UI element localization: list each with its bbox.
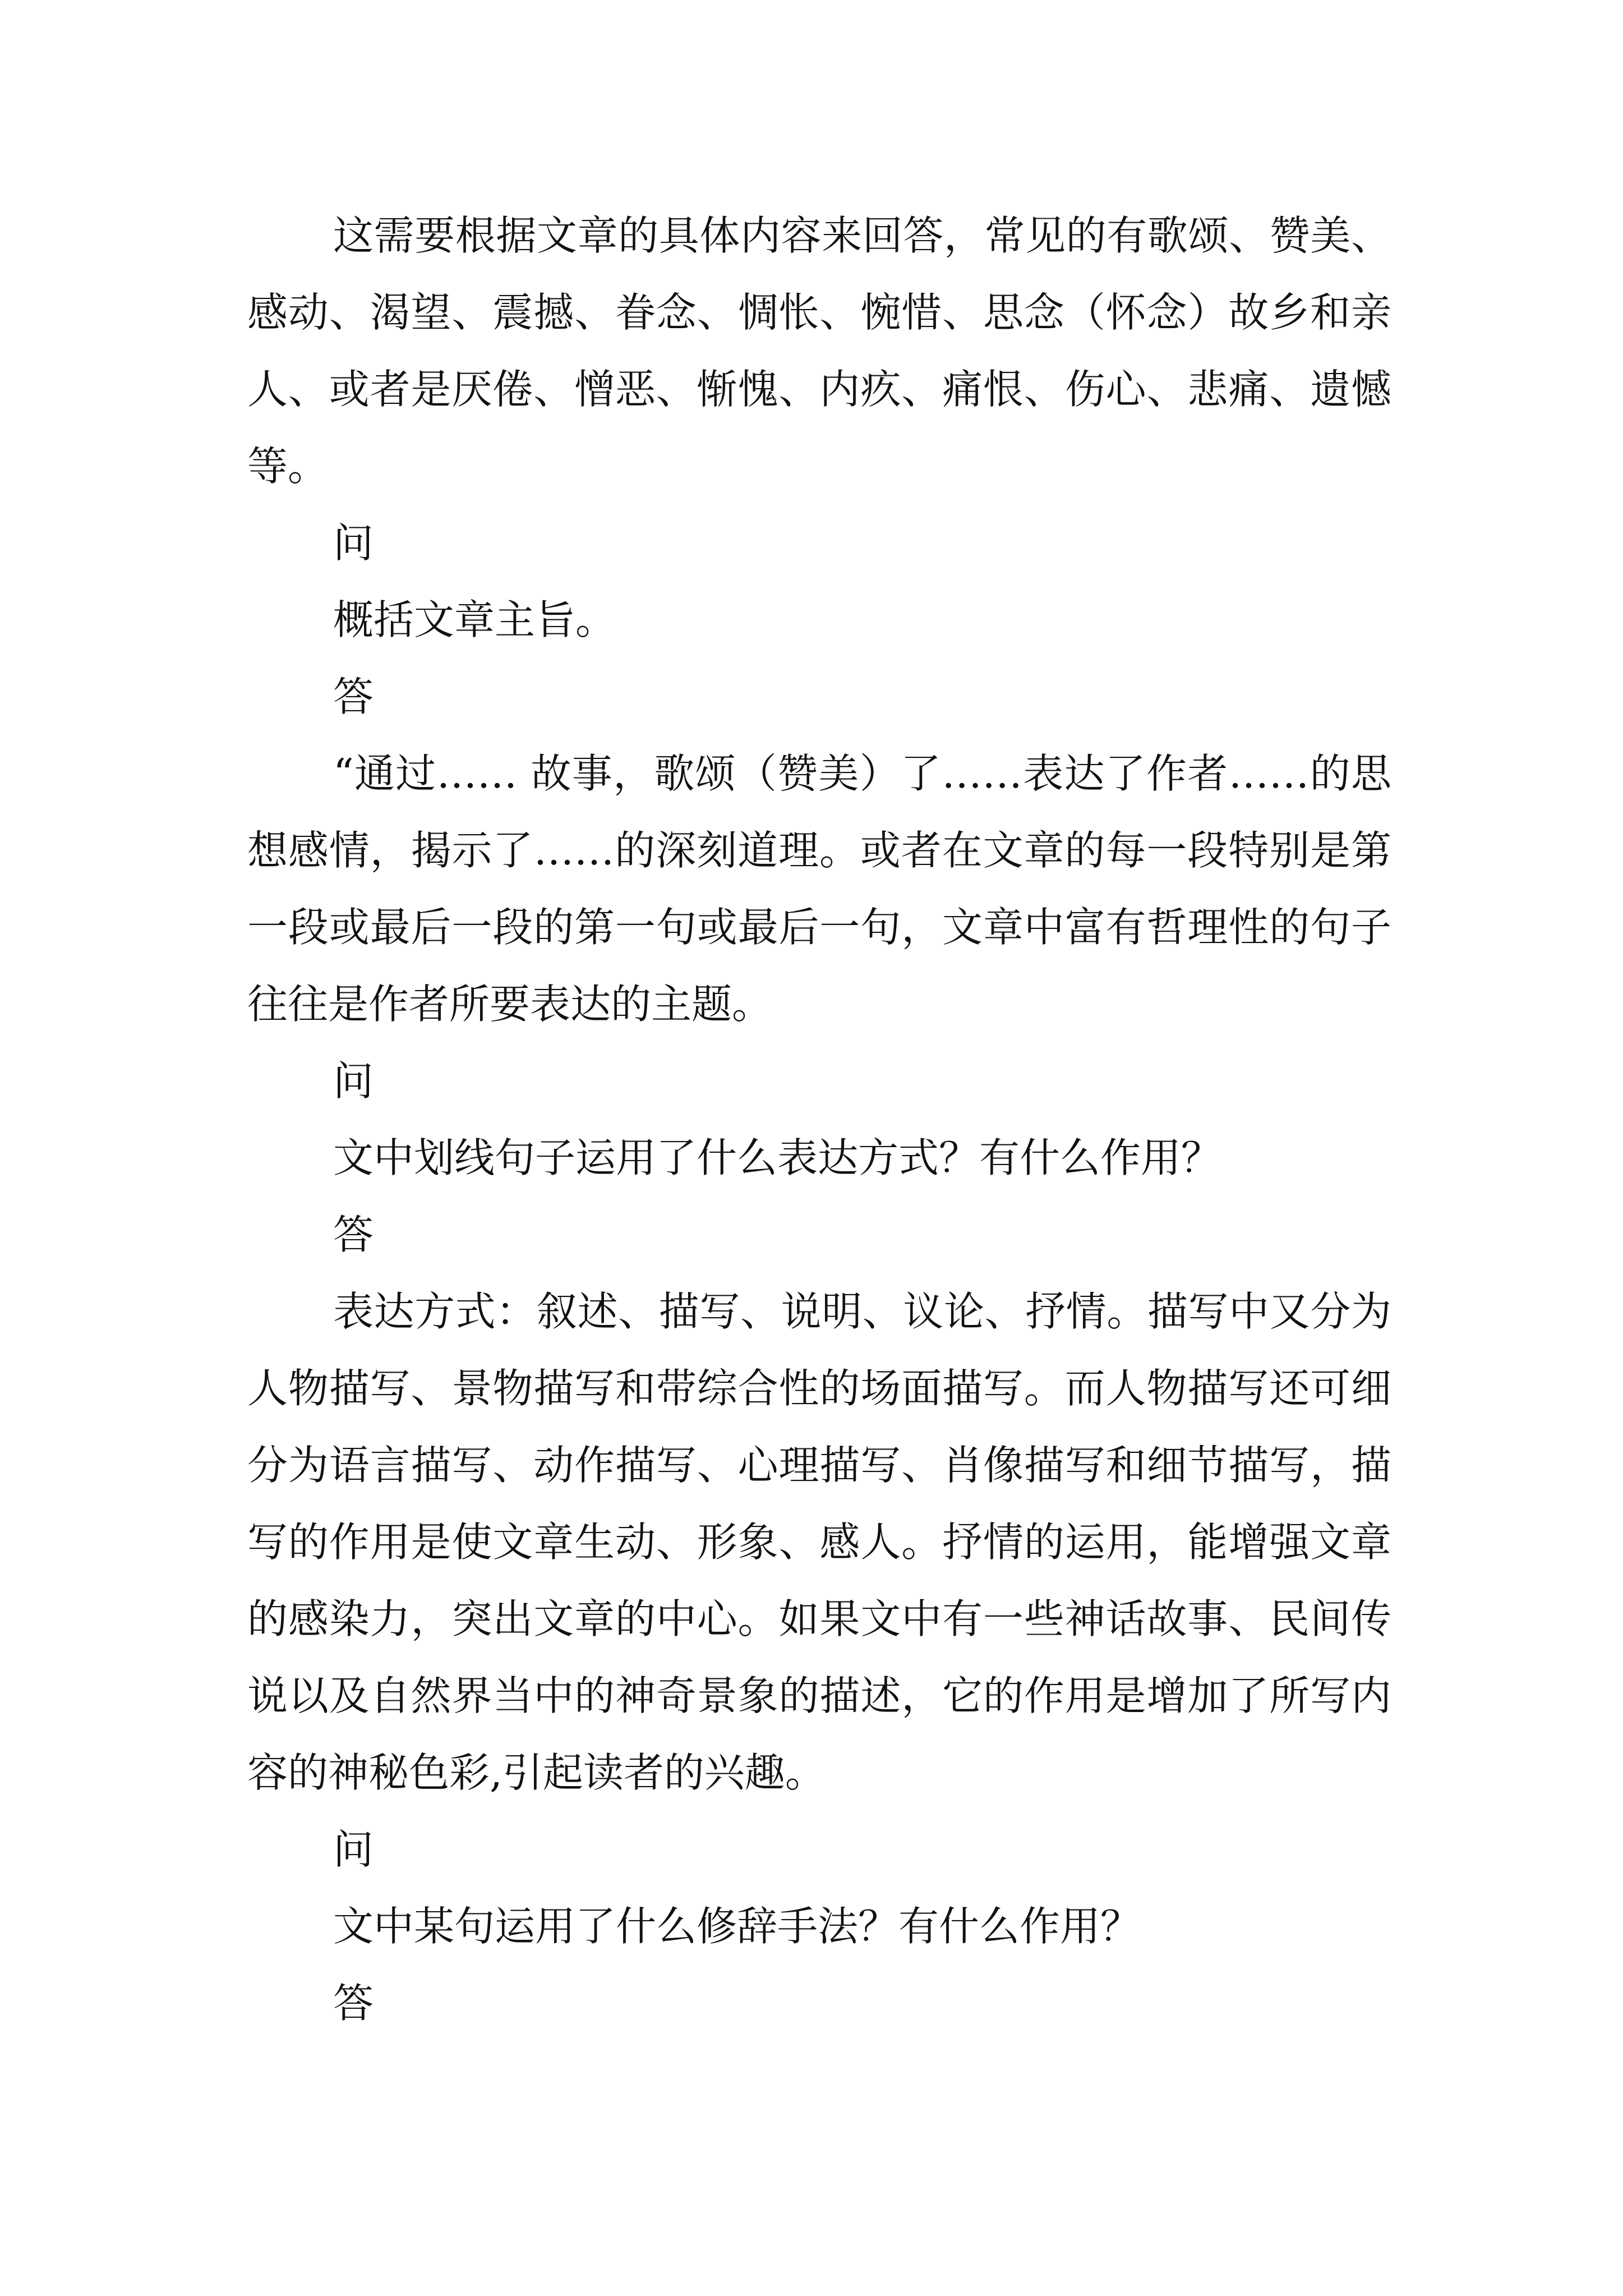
- question-text-rhetoric: 文中某句运用了什么修辞手法？有什么作用？: [333, 1903, 1141, 1950]
- answer-paragraph-expression: 表达方式：叙述、描写、说明、议论、抒情。描写中又分为人物描写、景物描写和带综合性的场面描写。而人物描写还可细分为语言描写、动作描写、心理描写、肖像描写和细节描写，描写的作用是使文章生动、形象、感人。抒情的运用，能增强文章的感染力，突出文章的中心。如果文中有一些神话故事、民间传说以及自然界当中的神奇景象的描述，它的作用是增加了所写内容的神秘色彩,引起读者的兴趣。: [247, 1288, 1391, 1796]
- question-text-theme: 概括文章主旨。: [333, 596, 616, 643]
- answer-label: 答: [333, 1211, 374, 1258]
- question-label: 问: [333, 1057, 374, 1105]
- answer-paragraph-theme: “通过…… 故事，歌颂（赞美）了……表达了作者……的思想感情，揭示了……的深刻道理。或者在文章的每一段特别是第一段或最后一段的第一句或最后一句，文章中富有哲理性的句子往往是作者所要表达的主题。: [247, 750, 1391, 1028]
- document-body: [247, 197, 1391, 2042]
- question-label: 问: [333, 519, 374, 567]
- answer-paragraph-emotions: 这需要根据文章的具体内容来回答，常见的有歌颂、赞美、感动、渴望、震撼、眷念、惆怅、惋惜、思念（怀念）故乡和亲人、或者是厌倦、憎恶、惭愧、内疚、痛恨、伤心、悲痛、遗憾等。: [247, 212, 1391, 490]
- question-text-expression: 文中划线句子运用了什么表达方式？有什么作用？: [333, 1134, 1222, 1181]
- question-label: 问: [333, 1826, 374, 1873]
- answer-label: 答: [333, 673, 374, 720]
- answer-label: 答: [333, 1980, 374, 2027]
